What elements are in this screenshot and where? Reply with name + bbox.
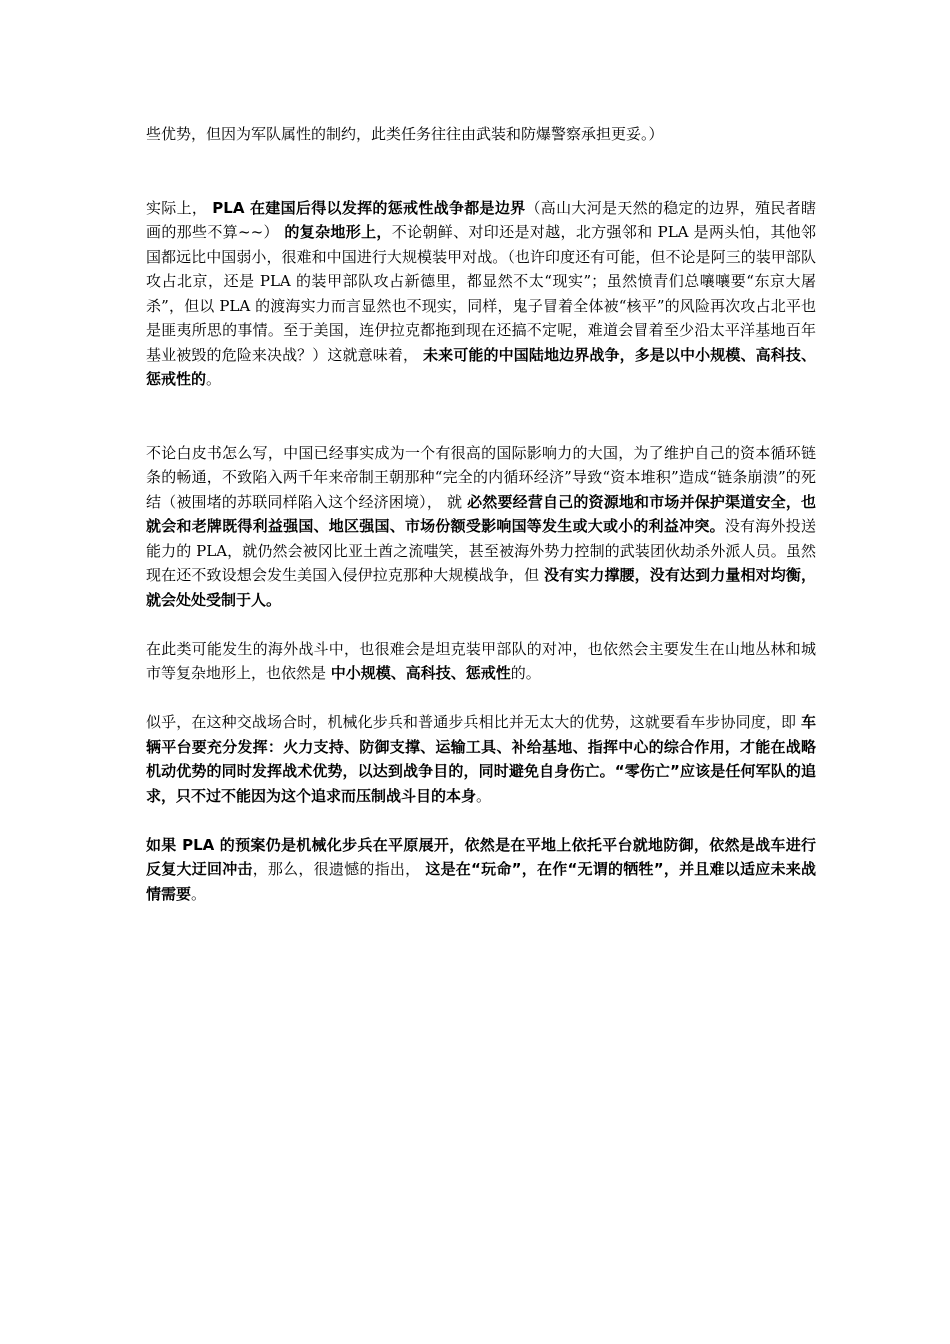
bold-text-run: 车辆平台要充分发挥：火力支持、防御支撑、运输工具、补给基地、指挥中心的综合作用，才能在战略机动优势的同时发挥战术优势，以达到战争目的，同时避免自身伤亡。“零伤亡”应该是任何军队的追求，只不过不能因为这个追求而压制战斗目的本身 [146,713,816,805]
bold-text-run: 必然要经营自己的资源地和市场并保护渠道安全，也就会和老牌既得利益强国、地区强国、市场份额受影响国等发生或大或小的利益冲突。 [146,492,816,535]
text-run: 没有海外投送能力的 PLA，就仍然会被冈比亚土酋之流嗤笑，甚至被海外势力控制的武装团伙劫杀外派人员。虽然现在还不致设想会发生美国入侵伊拉克那种大规模战争，但 [146,517,816,584]
text-run: 实际上， [146,198,213,217]
text-run: 不论白皮书怎么写，中国已经事实成为一个有很高的国际影响力的大国，为了维护自己的资本循环链条的畅通，不致陷入两千年来帝制王朝那种“完全的内循环经济”导致“资本堆积”造成“链条崩溃”的死结（被围堵的苏联同样陷入这个经济困境）， 就 [146,443,816,511]
text-run: 。 [206,370,222,388]
bold-text-run: 中小规模、高科技、惩戒性 [330,664,511,682]
text-run: 。 [191,884,207,903]
paragraph-continuation [146,122,816,147]
text-run: 不论朝鲜、对印还是对越，北方强邻和 PLA 是两头怕，其他邻国都远比中国弱小，很难和中国进行大规模装甲对战。（也许印度还有可能，但不论是阿三的装甲部队攻占北京，还是 PLA 的装甲部队攻占新德里，都显然不太“现实”；虽然愤青们总嚷嚷要“东京大屠杀”，但以 PLA 的渡海实力而言显然也不现实，同样，鬼子冒着全体被“核平”的风险再次攻占北平也是匪夷所思的事情。至于美国，连伊拉克都拖到现在还搞不定呢，难道会冒着至少沿太平洋基地百年基业被毁的危险来决战？）这就意味着， [146,223,816,364]
bold-text-run: PLA 在建国后得以发挥的惩戒性战争都是边界 [212,198,526,217]
text-run: （高山大河是天然的稳定的边界，殖民者瞎画的那些不算~~） [146,198,816,241]
paragraph-conclusion [146,833,816,907]
text-run: 的。 [510,664,541,682]
bold-text-run: 这是在“玩命”，在作“无谓的牺牲”，并且难以适应未来战情需要 [146,860,816,903]
bold-text-run: 的复杂地形上， [278,223,392,241]
paragraph-overseas-combat [146,637,816,686]
paragraph-overseas-interests [146,441,816,613]
text-run: 些优势，但因为军队属性的制约，此类任务往往由武装和防爆警察承担更妥。） [146,125,664,143]
paragraph-border-wars [146,196,816,392]
text-run: 似乎，在这种交战场合时，机械化步兵和普通步兵相比并无太大的优势，这就要看车步协同度，即 [146,713,801,731]
text-run: ，那么，很遗憾的指出， [252,860,426,878]
bold-text-run: 未来可能的中国陆地边界战争，多是以中小规模、高科技、惩戒性的 [146,345,816,388]
text-run: 。 [476,786,492,805]
text-run: 在此类可能发生的海外战斗中，也很难会是坦克装甲部队的对冲，也依然会主要发生在山地丛林和城市等复杂地形上，也依然是 [146,639,816,682]
document-body [146,122,816,906]
bold-text-run: 没有实力撑腰，没有达到力量相对均衡，就会处处受制于人。 [146,566,816,609]
paragraph-vehicle-infantry [146,710,816,808]
bold-text-run: 如果 PLA 的预案仍是机械化步兵在平原展开，依然是在平地上依托平台就地防御，依然是战车进行反复大迂回冲击 [146,835,816,878]
